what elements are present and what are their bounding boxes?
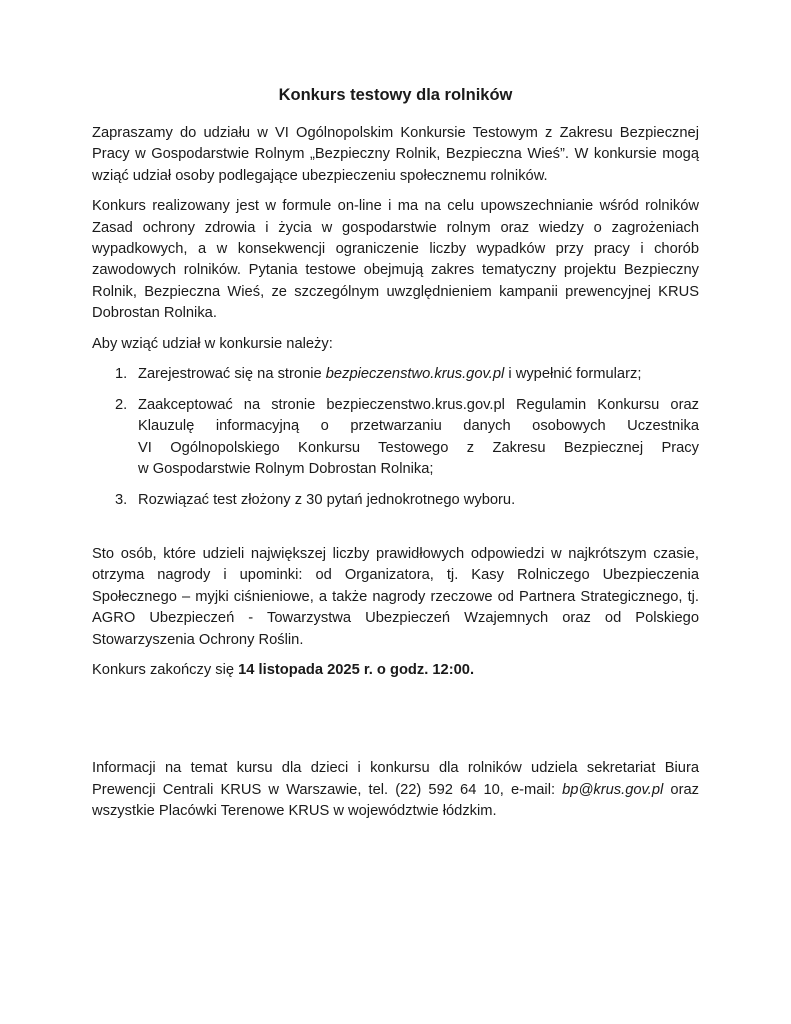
list-item-text bbox=[138, 490, 699, 511]
list-item-number: 3. bbox=[115, 492, 128, 509]
text-run: Aby wziąć udział w konkursie należy: bbox=[92, 335, 333, 352]
text-run: i wypełnić formularz; bbox=[504, 366, 642, 383]
text-run: Konkurs zakończy się bbox=[92, 662, 239, 679]
text-run: bezpieczenstwo.krus.gov.pl bbox=[325, 366, 505, 383]
text-run: bp@krus.gov.pl bbox=[562, 781, 664, 798]
list-item bbox=[92, 364, 699, 385]
list-item bbox=[92, 395, 699, 481]
text-run: Zaakceptować na stronie bezpieczenstwo.krus.gov.pl Regulamin Konkursu oraz Klauzulę informacyjną o przetwarzaniu danych osobowych Uczestnika VI Ogólnopolskiego Konkursu Testowego z Zakresu Bezpiecznej Pracy w Gospodarstwie Rolnym Dobrostan Rolnika; bbox=[138, 396, 699, 478]
list-item bbox=[92, 490, 699, 511]
list-item-number: 2. bbox=[115, 396, 128, 413]
spacer bbox=[92, 521, 699, 544]
text-run: Zarejestrować się na stronie bbox=[138, 366, 326, 383]
text-run: Rozwiązać test złożony z 30 pytań jednokrotnego wyboru. bbox=[138, 492, 516, 509]
document-body bbox=[92, 123, 699, 823]
paragraph bbox=[92, 334, 699, 355]
paragraph bbox=[92, 544, 699, 651]
list-item-text bbox=[138, 364, 699, 385]
text-run: oraz wszystkie Placówki Terenowe KRUS w województwie łódzkim. bbox=[92, 781, 699, 820]
ordered-list bbox=[92, 364, 699, 511]
paragraph bbox=[92, 123, 699, 187]
paragraph bbox=[92, 660, 699, 681]
list-item-text bbox=[138, 395, 699, 481]
paragraph bbox=[92, 758, 699, 822]
document-title: Konkurs testowy dla rolników bbox=[278, 86, 513, 104]
text-run: Informacji na temat kursu dla dzieci i konkursu dla rolników udziela sekretariat Biura Prewencji Centrali KRUS w Warszawie, tel. (22) 592 64 10, e-mail: bbox=[92, 760, 699, 798]
text-run: 14 listopada 2025 r. o godz. 12:00. bbox=[238, 662, 475, 679]
list-item-number: 1. bbox=[115, 366, 128, 383]
text-run: Zapraszamy do udziału w VI Ogólnopolskim Konkursie Testowym z Zakresu Bezpiecznej Pracy w Gospodarstwie Rolnym „Bezpieczny Rolnik, Bezpieczna Wieś”. W konkursie mogą wziąć udział osoby podlegające ubezpieczeniu społecznemu rolników. bbox=[92, 125, 699, 184]
paragraph bbox=[92, 196, 699, 324]
spacer bbox=[92, 690, 699, 758]
text-run: Konkurs realizowany jest w formule on-line i ma na celu upowszechnianie wśród rolników Zasad ochrony zdrowia i życia w gospodarstwie rolnym oraz wiedzy o zagrożeniach wypadkowych, a w konsekwencji ograniczenie liczby wypadków przy pracy i chorób zawodowych rolników. Pytania testowe obejmują zakres tematyczny projektu Bezpieczny Rolnik, Bezpieczna Wieś, ze szczególnym uwzględnieniem kampanii prewencyjnej KRUS Dobrostan Rolnika. bbox=[92, 198, 699, 322]
text-run: Sto osób, które udzieli największej liczby prawidłowych odpowiedzi w najkrótszym czasie, otrzyma nagrody i upominki: od Organizatora, tj. Kasy Rolniczego Ubezpieczenia Społecznego – myjki ciśnieniowe, a także nagrody rzeczowe od Partnera Strategicznego, tj. AGRO Ubezpieczeń - Towarzystwa Ubezpieczeń Wzajemnych oraz od Polskiego Stowarzyszenia Ochrony Roślin. bbox=[92, 546, 699, 648]
